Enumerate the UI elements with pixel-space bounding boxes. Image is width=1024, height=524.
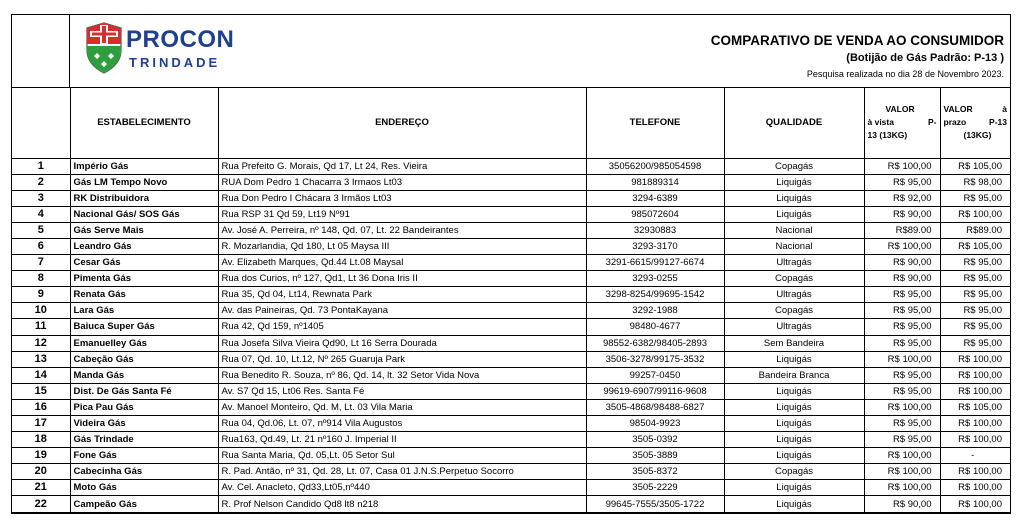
- quality-cell: Nacional: [724, 238, 864, 254]
- logo-subtitle: TRINDADE: [129, 55, 221, 70]
- header-term-price: VALOR à prazo P-13 (13KG): [940, 88, 1010, 158]
- quality-cell: Liquigás: [724, 480, 864, 496]
- term-price-cell: R$ 95,00: [940, 287, 1010, 303]
- report-title: COMPARATIVO DE VENDA AO CONSUMIDOR: [710, 33, 1004, 48]
- price-table: [12, 88, 1010, 513]
- row-number: 6: [12, 238, 70, 254]
- row-number: 14: [12, 367, 70, 383]
- phone-cell: 3298-8254/99695-1542: [586, 287, 724, 303]
- address-cell: Rua RSP 31 Qd 59, Lt19 Nº91: [218, 206, 586, 222]
- header-phone: TELEFONE: [586, 88, 724, 158]
- header-establishment: ESTABELECIMENTO: [70, 88, 218, 158]
- phone-cell: 99645-7555/3505-1722: [586, 496, 724, 512]
- cash-price-cell: R$ 95,00: [864, 335, 940, 351]
- row-number: 2: [12, 174, 70, 190]
- row-number: 13: [12, 351, 70, 367]
- phone-cell: 3505-0392: [586, 432, 724, 448]
- cash-price-cell: R$ 100,00: [864, 238, 940, 254]
- establishment-name: Leandro Gás: [70, 238, 218, 254]
- row-number: 11: [12, 319, 70, 335]
- table-row: [12, 383, 1010, 399]
- cash-price-cell: R$ 100,00: [864, 158, 940, 174]
- phone-cell: 3505-8372: [586, 464, 724, 480]
- term-price-cell: R$ 105,00: [940, 399, 1010, 415]
- shield-icon: [84, 22, 124, 74]
- table-row: [12, 255, 1010, 271]
- phone-cell: 3293-0255: [586, 271, 724, 287]
- row-number: 19: [12, 448, 70, 464]
- phone-cell: 3293-3170: [586, 238, 724, 254]
- table-row: [12, 222, 1010, 238]
- address-cell: Av. José A. Perreira, nº 148, Qd. 07, Lt. 22 Bandeirantes: [218, 222, 586, 238]
- table-row: [12, 399, 1010, 415]
- address-cell: Rua163, Qd.49, Lt. 21 nº160 J. Imperial II: [218, 432, 586, 448]
- establishment-name: Gás Trindade: [70, 432, 218, 448]
- establishment-name: Baiuca Super Gás: [70, 319, 218, 335]
- address-cell: Rua 35, Qd 04, Lt14, Rewnata Park: [218, 287, 586, 303]
- phone-cell: 981889314: [586, 174, 724, 190]
- phone-cell: 99619-6907/99116-9608: [586, 383, 724, 399]
- phone-cell: 99257-0450: [586, 367, 724, 383]
- row-number: 20: [12, 464, 70, 480]
- table-row: [12, 367, 1010, 383]
- address-cell: Rua 42, Qd 159, nº1405: [218, 319, 586, 335]
- table-row: [12, 303, 1010, 319]
- quality-cell: Liquigás: [724, 206, 864, 222]
- table-row: [12, 238, 1010, 254]
- cash-price-cell: R$ 90,00: [864, 255, 940, 271]
- table-row: [12, 464, 1010, 480]
- phone-cell: 3291-6615/99127-6674: [586, 255, 724, 271]
- phone-cell: 98480-4677: [586, 319, 724, 335]
- establishment-name: Lara Gás: [70, 303, 218, 319]
- term-price-cell: R$ 100,00: [940, 416, 1010, 432]
- term-price-cell: R$ 100,00: [940, 496, 1010, 512]
- header-address: ENDEREÇO: [218, 88, 586, 158]
- establishment-name: Videira Gás: [70, 416, 218, 432]
- term-price-cell: R$ 95,00: [940, 303, 1010, 319]
- survey-date-note: Pesquisa realizada no dia 28 de Novembro 2023.: [806, 69, 1004, 79]
- term-price-cell: -: [940, 448, 1010, 464]
- term-price-cell: R$ 100,00: [940, 367, 1010, 383]
- term-price-cell: R$89.00: [940, 222, 1010, 238]
- phone-cell: 3505-4868/98488-6827: [586, 399, 724, 415]
- quality-cell: Liquigás: [724, 416, 864, 432]
- table-header-row: [12, 88, 1010, 158]
- cash-price-cell: R$ 92,00: [864, 190, 940, 206]
- cash-price-cell: R$ 100,00: [864, 464, 940, 480]
- cash-price-cell: R$ 100,00: [864, 399, 940, 415]
- establishment-name: Emanuelley Gás: [70, 335, 218, 351]
- table-row: [12, 351, 1010, 367]
- report-subtitle: (Botijão de Gás Padrão: P-13 ): [846, 52, 1004, 64]
- address-cell: R. Prof Nelson Candido Qd8 lt8 n218: [218, 496, 586, 512]
- establishment-name: Cabeção Gás: [70, 351, 218, 367]
- establishment-name: Dist. De Gás Santa Fé: [70, 383, 218, 399]
- term-price-cell: R$ 95,00: [940, 190, 1010, 206]
- cash-price-cell: R$ 100,00: [864, 480, 940, 496]
- establishment-name: Pimenta Gás: [70, 271, 218, 287]
- table-row: [12, 174, 1010, 190]
- quality-cell: Ultragás: [724, 319, 864, 335]
- row-number: 9: [12, 287, 70, 303]
- quality-cell: Liquigás: [724, 432, 864, 448]
- quality-cell: Liquigás: [724, 174, 864, 190]
- establishment-name: Fone Gás: [70, 448, 218, 464]
- row-number: 12: [12, 335, 70, 351]
- cash-price-cell: R$ 95,00: [864, 287, 940, 303]
- row-number: 1: [12, 158, 70, 174]
- address-cell: Av. Cel. Anacleto, Qd33,Lt05,nº440: [218, 480, 586, 496]
- cash-price-cell: R$ 100,00: [864, 448, 940, 464]
- row-number: 4: [12, 206, 70, 222]
- row-number: 16: [12, 399, 70, 415]
- quality-cell: Copagás: [724, 303, 864, 319]
- table-row: [12, 480, 1010, 496]
- establishment-name: Campeão Gás: [70, 496, 218, 512]
- cash-price-cell: R$ 90,00: [864, 496, 940, 512]
- table-row: [12, 287, 1010, 303]
- phone-cell: 3294-6389: [586, 190, 724, 206]
- cash-price-cell: R$ 90,00: [864, 206, 940, 222]
- row-number: 8: [12, 271, 70, 287]
- cash-price-cell: R$89.00: [864, 222, 940, 238]
- establishment-name: Moto Gás: [70, 480, 218, 496]
- address-cell: Rua 04, Qd.06, Lt. 07, nº914 Vila Augustos: [218, 416, 586, 432]
- quality-cell: Ultragás: [724, 255, 864, 271]
- header-cash-price: VALOR à vista P- 13 (13KG): [864, 88, 940, 158]
- row-number: 21: [12, 480, 70, 496]
- term-price-cell: R$ 100,00: [940, 480, 1010, 496]
- establishment-name: Nacional Gás/ SOS Gás: [70, 206, 218, 222]
- table-row: [12, 448, 1010, 464]
- term-price-cell: R$ 100,00: [940, 464, 1010, 480]
- cash-price-cell: R$ 95,00: [864, 383, 940, 399]
- header-quality: QUALIDADE: [724, 88, 864, 158]
- table-row: [12, 319, 1010, 335]
- quality-cell: Liquigás: [724, 190, 864, 206]
- row-number: 3: [12, 190, 70, 206]
- quality-cell: Liquigás: [724, 448, 864, 464]
- establishment-name: Manda Gás: [70, 367, 218, 383]
- quality-cell: Sem Bandeira: [724, 335, 864, 351]
- quality-cell: Ultragás: [724, 287, 864, 303]
- table-row: [12, 335, 1010, 351]
- address-cell: Rua Don Pedro I Chácara 3 Irmãos Lt03: [218, 190, 586, 206]
- address-cell: Rua Josefa Silva Vieira Qd90, Lt 16 Serra Dourada: [218, 335, 586, 351]
- establishment-name: Gás Serve Mais: [70, 222, 218, 238]
- address-cell: RUA Dom Pedro 1 Chacarra 3 Irmaos Lt03: [218, 174, 586, 190]
- address-cell: Rua Prefeito G. Morais, Qd 17, Lt 24, Res. Vieira: [218, 158, 586, 174]
- quality-cell: Liquigás: [724, 399, 864, 415]
- row-number: 22: [12, 496, 70, 512]
- term-price-cell: R$ 95,00: [940, 255, 1010, 271]
- sheet-header: [12, 15, 1010, 88]
- establishment-name: Império Gás: [70, 158, 218, 174]
- phone-cell: 3505-3889: [586, 448, 724, 464]
- establishment-name: Cabecinha Gás: [70, 464, 218, 480]
- cash-price-cell: R$ 90,00: [864, 271, 940, 287]
- address-cell: Rua Santa Maria, Qd. 05,Lt. 05 Setor Sul: [218, 448, 586, 464]
- term-price-cell: R$ 105,00: [940, 158, 1010, 174]
- phone-cell: 985072604: [586, 206, 724, 222]
- table-row: [12, 416, 1010, 432]
- term-price-cell: R$ 98,00: [940, 174, 1010, 190]
- term-price-cell: R$ 95,00: [940, 271, 1010, 287]
- table-row: [12, 206, 1010, 222]
- row-number: 15: [12, 383, 70, 399]
- address-cell: Rua dos Curios, nº 127, Qd1, Lt 36 Dona Iris II: [218, 271, 586, 287]
- table-row: [12, 190, 1010, 206]
- procon-logo: [84, 20, 244, 76]
- address-cell: Rua Benedito R. Souza, nº 86, Qd. 14, lt. 32 Setor Vida Nova: [218, 367, 586, 383]
- header-index: [12, 88, 70, 158]
- establishment-name: Renata Gás: [70, 287, 218, 303]
- establishment-name: Cesar Gás: [70, 255, 218, 271]
- term-price-cell: R$ 100,00: [940, 206, 1010, 222]
- quality-cell: Liquigás: [724, 351, 864, 367]
- establishment-name: Pica Pau Gás: [70, 399, 218, 415]
- table-row: [12, 271, 1010, 287]
- address-cell: R. Pad. Antão, nº 31, Qd. 28, Lt. 07, Casa 01 J.N.S.Perpetuo Socorro: [218, 464, 586, 480]
- phone-cell: 3292-1988: [586, 303, 724, 319]
- address-cell: Av. das Paineiras, Qd. 73 PontaKayana: [218, 303, 586, 319]
- cash-price-cell: R$ 95,00: [864, 432, 940, 448]
- address-cell: R. Mozarlandia, Qd 180, Lt 05 Maysa III: [218, 238, 586, 254]
- phone-cell: 32930883: [586, 222, 724, 238]
- phone-cell: 98552-6382/98405-2893: [586, 335, 724, 351]
- phone-cell: 35056200/985054598: [586, 158, 724, 174]
- term-price-cell: R$ 105,00: [940, 238, 1010, 254]
- cash-price-cell: R$ 95,00: [864, 174, 940, 190]
- address-cell: Av. Elizabeth Marques, Qd.44 Lt.08 Maysal: [218, 255, 586, 271]
- establishment-name: RK Distribuidora: [70, 190, 218, 206]
- establishment-name: Gás LM Tempo Novo: [70, 174, 218, 190]
- table-row: [12, 496, 1010, 512]
- header-index-cell: [12, 15, 70, 88]
- term-price-cell: R$ 100,00: [940, 383, 1010, 399]
- address-cell: Av. S7 Qd 15, Lt06 Res. Santa Fé: [218, 383, 586, 399]
- row-number: 17: [12, 416, 70, 432]
- term-price-cell: R$ 100,00: [940, 432, 1010, 448]
- term-price-cell: R$ 95,00: [940, 319, 1010, 335]
- logo-name: PROCON: [126, 26, 235, 53]
- table-row: [12, 432, 1010, 448]
- table-row: [12, 158, 1010, 174]
- address-cell: Rua 07, Qd. 10, Lt.12, Nº 265 Guaruja Park: [218, 351, 586, 367]
- address-cell: Av. Manoel Monteiro, Qd. M, Lt. 03 Vila Maria: [218, 399, 586, 415]
- row-number: 18: [12, 432, 70, 448]
- row-number: 10: [12, 303, 70, 319]
- phone-cell: 3505-2229: [586, 480, 724, 496]
- cash-price-cell: R$ 95,00: [864, 367, 940, 383]
- row-number: 5: [12, 222, 70, 238]
- table-body: [12, 158, 1010, 512]
- phone-cell: 3506-3278/99175-3532: [586, 351, 724, 367]
- term-price-cell: R$ 100,00: [940, 351, 1010, 367]
- quality-cell: Nacional: [724, 222, 864, 238]
- quality-cell: Liquigás: [724, 383, 864, 399]
- cash-price-cell: R$ 100,00: [864, 351, 940, 367]
- quality-cell: Bandeira Branca: [724, 367, 864, 383]
- quality-cell: Copagás: [724, 464, 864, 480]
- phone-cell: 98504-9923: [586, 416, 724, 432]
- quality-cell: Copagás: [724, 271, 864, 287]
- quality-cell: Copagás: [724, 158, 864, 174]
- cash-price-cell: R$ 95,00: [864, 303, 940, 319]
- term-price-cell: R$ 95,00: [940, 335, 1010, 351]
- price-comparison-sheet: [11, 14, 1011, 514]
- cash-price-cell: R$ 95,00: [864, 319, 940, 335]
- cash-price-cell: R$ 95,00: [864, 416, 940, 432]
- quality-cell: Liquigás: [724, 496, 864, 512]
- row-number: 7: [12, 255, 70, 271]
